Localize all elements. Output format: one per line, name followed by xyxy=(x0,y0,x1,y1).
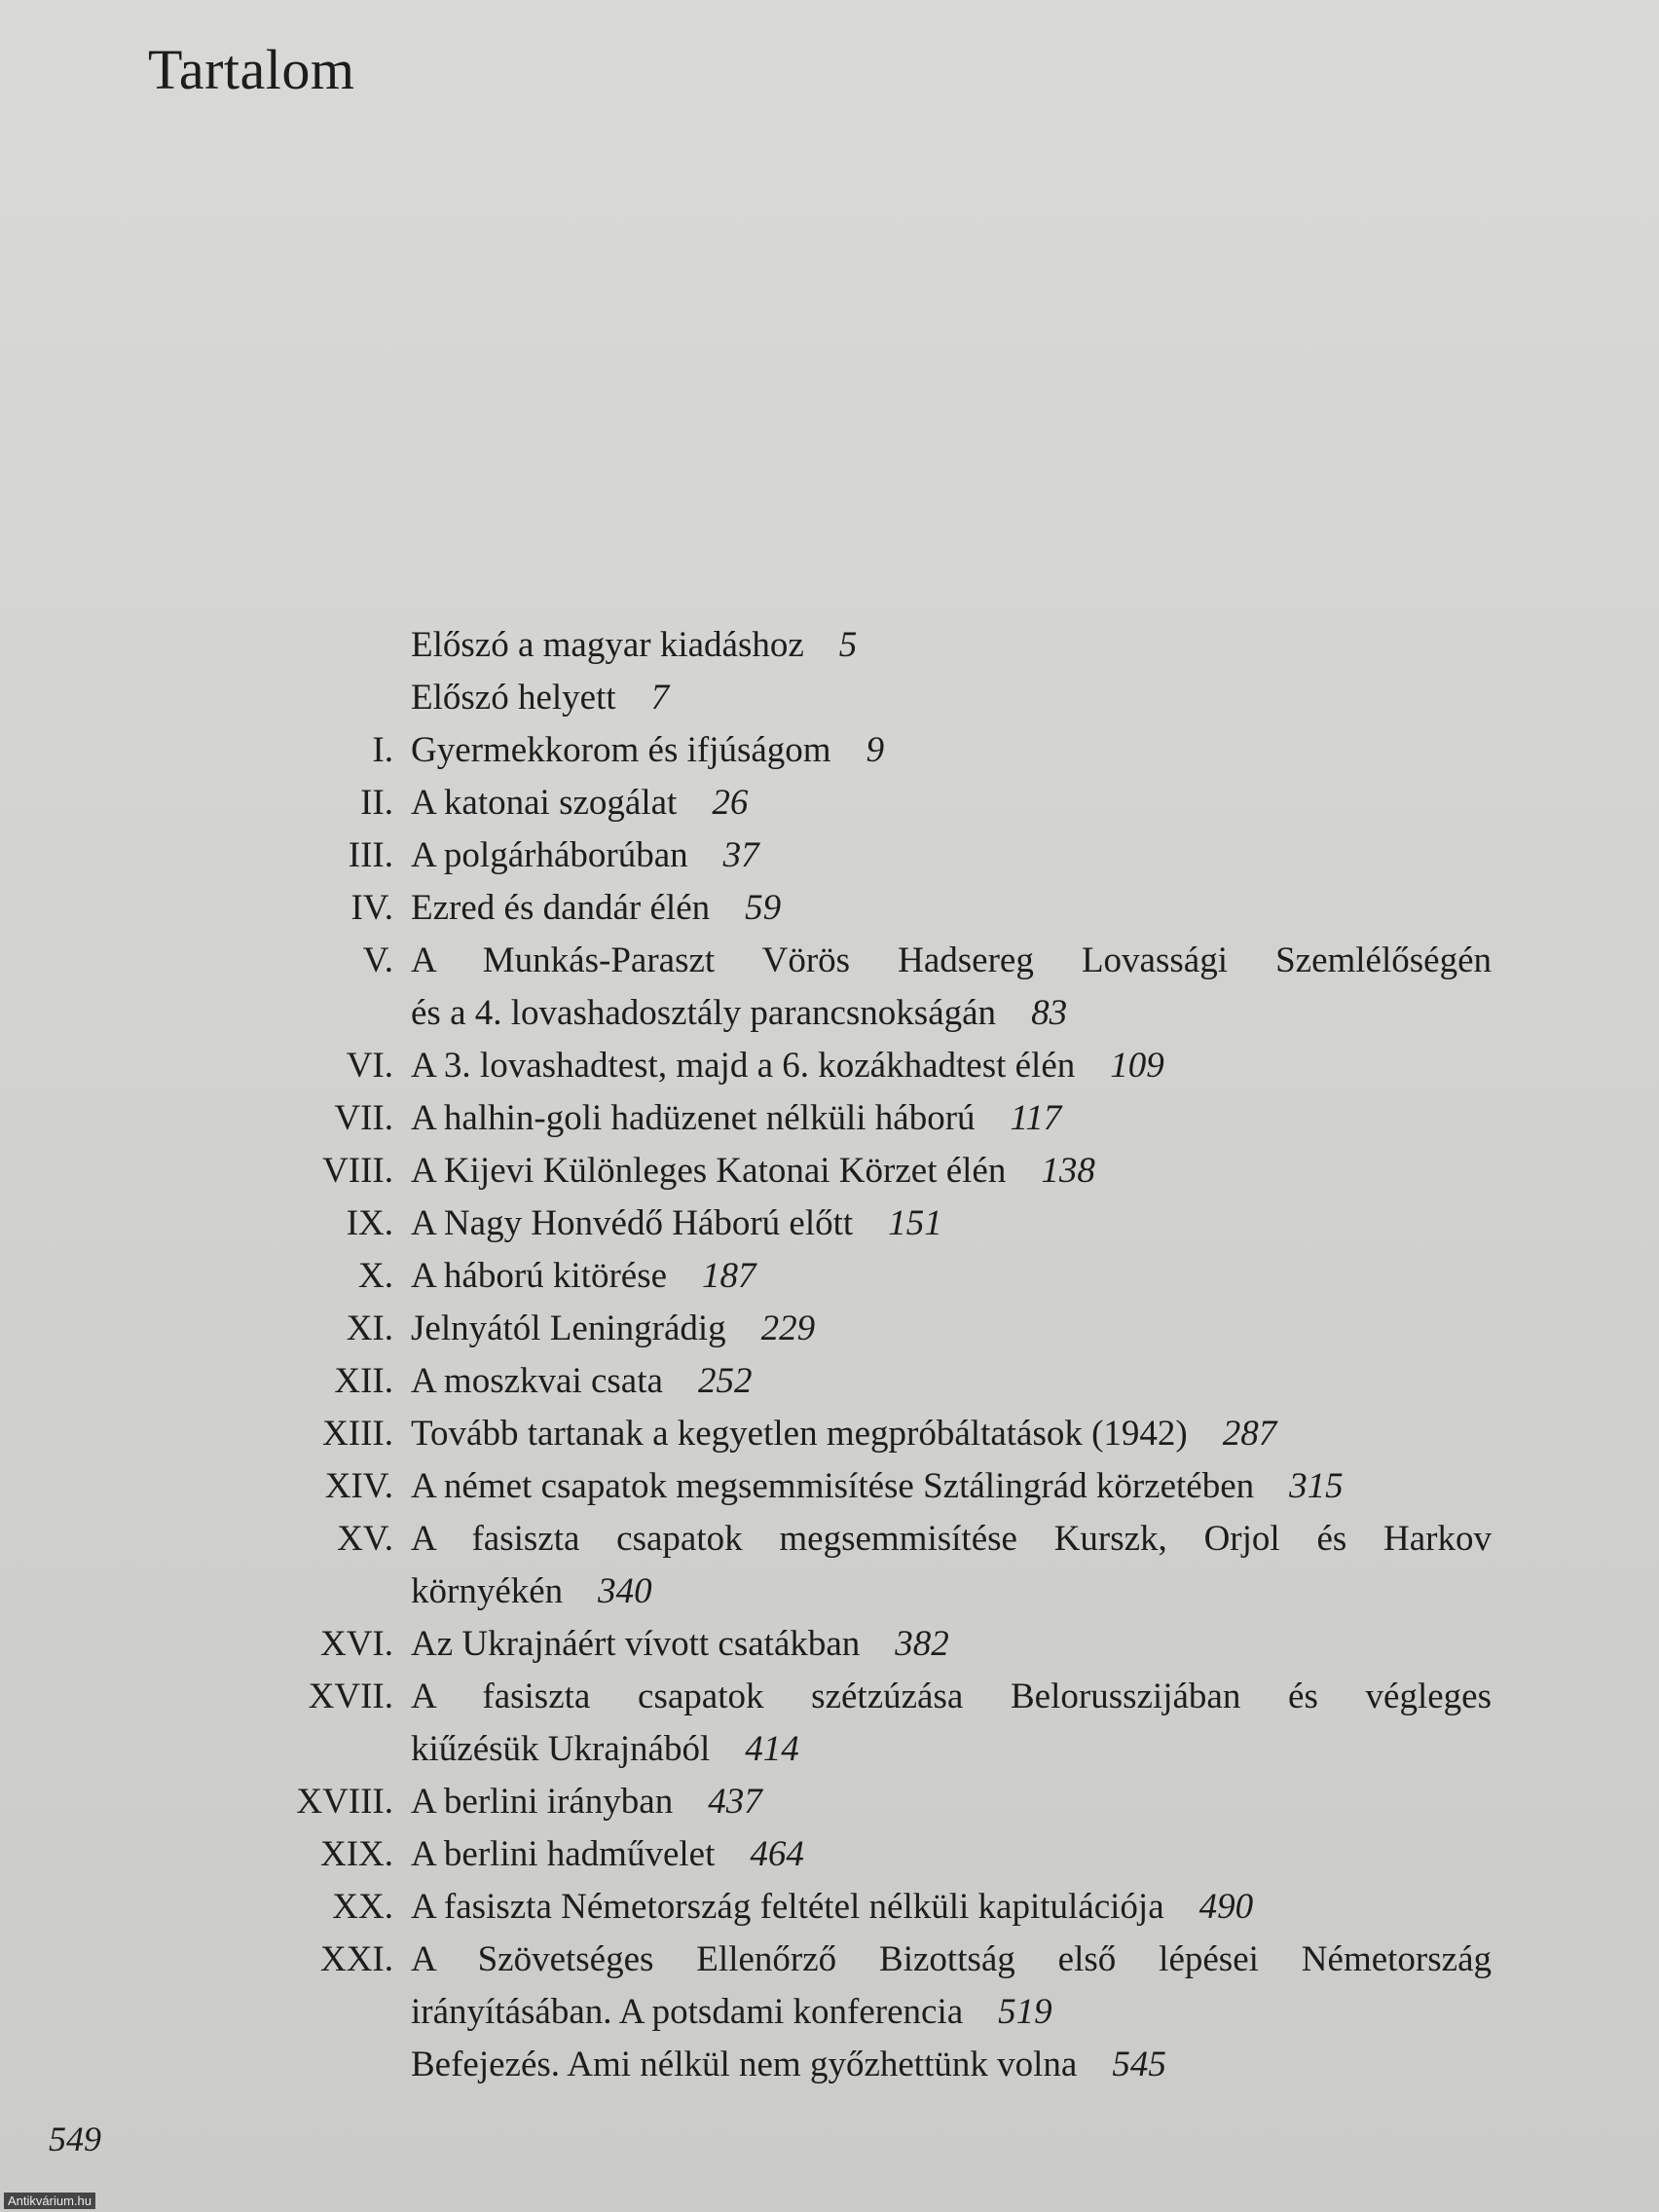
page-reference: 138 xyxy=(1041,1151,1095,1191)
chapter-title-text: A fasiszta Németország feltétel nélküli kapitulációja xyxy=(411,1887,1164,1927)
chapter-title-line xyxy=(411,1460,1492,1513)
toc-entry xyxy=(0,1671,1659,1776)
chapter-title-text: Tovább tartanak a kegyetlen megpróbáltatások (1942) xyxy=(411,1414,1188,1454)
page-reference: 26 xyxy=(712,783,749,823)
chapter-title-line xyxy=(411,1198,1492,1250)
chapter-title-line xyxy=(411,619,1492,672)
chapter-number: XI. xyxy=(346,1309,393,1348)
chapter-title xyxy=(411,1355,1492,1408)
chapter-number: XII. xyxy=(334,1361,393,1401)
toc-entry xyxy=(0,1881,1659,1934)
chapter-number: VIII. xyxy=(322,1151,393,1191)
chapter-title xyxy=(411,777,1492,830)
chapter-title xyxy=(411,1671,1492,1776)
page-reference: 545 xyxy=(1112,2045,1166,2084)
chapter-title-line xyxy=(411,1881,1492,1934)
chapter-title-text: irányításában. A potsdami konferencia xyxy=(411,1992,964,2032)
chapter-title-line xyxy=(411,935,1492,987)
chapter-title-line xyxy=(411,1250,1492,1303)
chapter-title-line xyxy=(411,1566,1492,1618)
chapter-title xyxy=(411,1040,1492,1092)
toc-entry xyxy=(0,1460,1659,1513)
chapter-title-text: A fasiszta csapatok megsemmisítése Kurszk, Orjol és Harkov xyxy=(411,1519,1492,1559)
page-reference: 315 xyxy=(1289,1466,1344,1506)
chapter-title xyxy=(411,1934,1492,2039)
toc-entry xyxy=(0,882,1659,935)
toc-entry xyxy=(0,1934,1659,2039)
chapter-number: V. xyxy=(362,940,393,980)
page-title: Tartalom xyxy=(148,38,355,101)
toc-entry xyxy=(0,1828,1659,1881)
watermark: Antikvárium.hu xyxy=(4,2193,95,2209)
page-number: 549 xyxy=(49,2120,101,2158)
chapter-number: I. xyxy=(372,730,393,770)
toc-entry xyxy=(0,1250,1659,1303)
toc-entry xyxy=(0,1408,1659,1460)
chapter-title-text: A berlini irányban xyxy=(411,1782,674,1822)
chapter-number: XIV. xyxy=(324,1466,393,1506)
chapter-number: XIII. xyxy=(322,1414,393,1454)
chapter-title-line xyxy=(411,1355,1492,1408)
toc-entry xyxy=(0,724,1659,777)
chapter-title xyxy=(411,1408,1492,1460)
chapter-title-line xyxy=(411,1934,1492,1986)
chapter-title xyxy=(411,1776,1492,1828)
toc-entry xyxy=(0,619,1659,672)
chapter-number: III. xyxy=(348,835,393,875)
toc-entry xyxy=(0,1092,1659,1145)
chapter-number: XVIII. xyxy=(296,1782,393,1822)
page-reference: 187 xyxy=(702,1256,756,1296)
toc-entry xyxy=(0,1618,1659,1671)
chapter-title xyxy=(411,1092,1492,1145)
chapter-title-line xyxy=(411,987,1492,1040)
toc-entry xyxy=(0,1145,1659,1198)
chapter-title-line xyxy=(411,1513,1492,1566)
page-reference: 7 xyxy=(650,678,670,718)
chapter-title xyxy=(411,2039,1492,2091)
chapter-title-text: A berlini hadművelet xyxy=(411,1834,716,1874)
chapter-title xyxy=(411,1513,1492,1618)
chapter-title-text: A Kijevi Különleges Katonai Körzet élén xyxy=(411,1151,1007,1191)
chapter-title-text: környékén xyxy=(411,1571,564,1611)
chapter-title-text: kiűzésük Ukrajnából xyxy=(411,1729,711,1769)
page-reference: 37 xyxy=(722,835,759,875)
page-reference: 519 xyxy=(998,1992,1052,2032)
chapter-number: VII. xyxy=(334,1098,393,1138)
chapter-title xyxy=(411,724,1492,777)
chapter-title xyxy=(411,672,1492,724)
page-reference: 109 xyxy=(1110,1046,1164,1086)
chapter-title xyxy=(411,619,1492,672)
chapter-title-text: és a 4. lovashadosztály parancsnokságán xyxy=(411,993,997,1033)
toc-entry xyxy=(0,2039,1659,2091)
page-reference: 59 xyxy=(745,888,782,928)
chapter-title-line xyxy=(411,1776,1492,1828)
chapter-title xyxy=(411,882,1492,935)
chapter-title-text: A 3. lovashadtest, majd a 6. kozákhadtest élén xyxy=(411,1046,1076,1086)
chapter-title xyxy=(411,1303,1492,1355)
page-reference: 414 xyxy=(745,1729,799,1769)
toc-entry xyxy=(0,1303,1659,1355)
chapter-title-text: A német csapatok megsemmisítése Sztálingrád körzetében xyxy=(411,1466,1255,1506)
page-reference: 287 xyxy=(1222,1414,1277,1454)
chapter-number: XVII. xyxy=(308,1677,393,1716)
chapter-number: VI. xyxy=(346,1046,393,1086)
page-reference: 5 xyxy=(838,625,858,665)
page-reference: 340 xyxy=(598,1571,652,1611)
chapter-title-line xyxy=(411,724,1492,777)
toc-entry xyxy=(0,1198,1659,1250)
chapter-title-text: A halhin-goli hadüzenet nélküli háború xyxy=(411,1098,976,1138)
chapter-number: XV. xyxy=(337,1519,393,1559)
chapter-number: X. xyxy=(358,1256,393,1296)
chapter-title-line xyxy=(411,1618,1492,1671)
chapter-number: XIX. xyxy=(319,1834,393,1874)
chapter-title xyxy=(411,830,1492,882)
chapter-title xyxy=(411,935,1492,1040)
chapter-title-line xyxy=(411,1040,1492,1092)
chapter-title xyxy=(411,1145,1492,1198)
chapter-title-text: A fasiszta csapatok szétzúzása Belorusszijában és végleges xyxy=(411,1677,1492,1716)
page-reference: 252 xyxy=(697,1361,753,1401)
chapter-title-line xyxy=(411,830,1492,882)
page-reference: 229 xyxy=(760,1309,816,1348)
chapter-title-text: Előszó helyett xyxy=(411,678,616,718)
chapter-title-line xyxy=(411,1828,1492,1881)
chapter-title-line xyxy=(411,882,1492,935)
chapter-title xyxy=(411,1881,1492,1934)
chapter-number: IX. xyxy=(346,1203,393,1243)
toc-entry xyxy=(0,830,1659,882)
chapter-title-text: Befejezés. Ami nélkül nem győzhettünk volna xyxy=(411,2045,1078,2084)
chapter-title-text: A Nagy Honvédő Háború előtt xyxy=(411,1203,854,1243)
chapter-title-text: A moszkvai csata xyxy=(411,1361,663,1401)
chapter-title-line xyxy=(411,777,1492,830)
toc-entry xyxy=(0,935,1659,1040)
chapter-title-text: Előszó a magyar kiadáshoz xyxy=(411,625,804,665)
chapter-title-text: A Munkás-Paraszt Vörös Hadsereg Lovassági Szemlélőségén xyxy=(411,940,1492,980)
page-reference: 490 xyxy=(1198,1887,1254,1927)
chapter-title xyxy=(411,1460,1492,1513)
chapter-title-line xyxy=(411,1723,1492,1776)
page-reference: 382 xyxy=(895,1624,949,1664)
chapter-number: XXI. xyxy=(319,1939,393,1979)
chapter-number: XX. xyxy=(332,1887,393,1927)
page-reference: 83 xyxy=(1031,993,1068,1033)
chapter-title-text: A polgárháborúban xyxy=(411,835,688,875)
chapter-title-text: Az Ukrajnáért vívott csatákban xyxy=(411,1624,861,1664)
chapter-title-line xyxy=(411,1986,1492,2039)
chapter-number: II. xyxy=(360,783,393,823)
chapter-title-line xyxy=(411,1303,1492,1355)
chapter-title-line xyxy=(411,1145,1492,1198)
page-reference: 9 xyxy=(866,730,885,770)
chapter-title-text: A katonai szogálat xyxy=(411,783,678,823)
chapter-title-text: A Szövetséges Ellenőrző Bizottság első lépései Németország xyxy=(411,1939,1492,1979)
page-reference: 151 xyxy=(888,1203,942,1243)
chapter-title-line xyxy=(411,672,1492,724)
toc-entry xyxy=(0,1040,1659,1092)
chapter-title-text: Ezred és dandár élén xyxy=(411,888,711,928)
chapter-title xyxy=(411,1250,1492,1303)
page-reference: 464 xyxy=(750,1834,804,1874)
chapter-title xyxy=(411,1618,1492,1671)
chapter-title-line xyxy=(411,1092,1492,1145)
page-reference: 437 xyxy=(708,1782,762,1822)
chapter-title-line xyxy=(411,1671,1492,1723)
toc-entry xyxy=(0,672,1659,724)
chapter-number: XVI. xyxy=(319,1624,393,1664)
chapter-title xyxy=(411,1828,1492,1881)
toc-entry xyxy=(0,1513,1659,1618)
chapter-title-text: Jelnyától Leningrádig xyxy=(411,1309,726,1348)
chapter-number: IV. xyxy=(350,888,393,928)
toc-entry xyxy=(0,777,1659,830)
toc-entry xyxy=(0,1355,1659,1408)
chapter-title-text: A háború kitörése xyxy=(411,1256,668,1296)
page-reference: 117 xyxy=(1010,1098,1062,1138)
toc-entry xyxy=(0,1776,1659,1828)
table-of-contents xyxy=(0,619,1659,2091)
chapter-title-text: Gyermekkorom és ifjúságom xyxy=(411,730,831,770)
chapter-title-line xyxy=(411,2039,1492,2091)
chapter-title xyxy=(411,1198,1492,1250)
chapter-title-line xyxy=(411,1408,1492,1460)
